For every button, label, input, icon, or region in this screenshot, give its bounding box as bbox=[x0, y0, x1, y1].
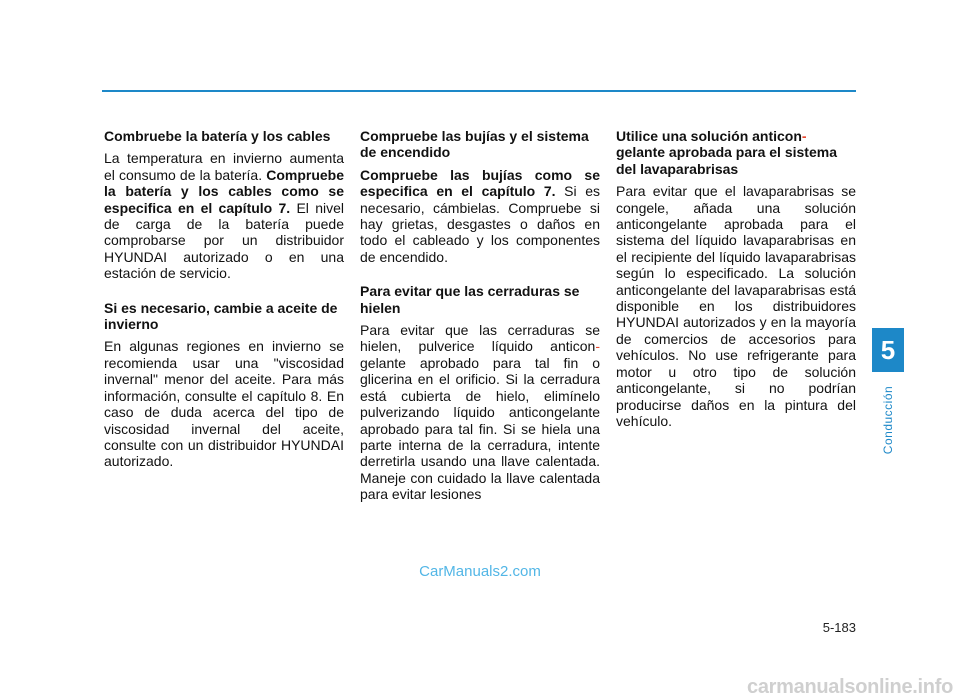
chapter-name-label bbox=[871, 380, 905, 460]
battery-bold-instruction: Compruebe la batería y los cables como se especifica en el capítulo 7. bbox=[104, 166, 344, 216]
locks-text-b: gelante aprobado para tal fin o glicerina en el orificio. Si la cerradura está cubierta de hielo, elimínelo pulverizando líquido anticongelante aprobado para tal fin. Si se hiela una parte interna de la cerradura, intente derretirla usando una llave calentada. Maneje con cuidado la llave calentada para evitar lesiones bbox=[360, 354, 600, 503]
sparkplugs-bold-instruction: Compruebe las bujías como se especifica en el capítulo 7. bbox=[360, 166, 600, 200]
page-number: 5-183 bbox=[822, 620, 856, 635]
column-middle bbox=[360, 128, 600, 503]
footer-site-logo: carmanualsonline.info bbox=[747, 676, 953, 698]
chapter-name-text: Conducción bbox=[881, 385, 895, 455]
sparkplugs-heading: Compruebe las bujías y el sistema de encendido bbox=[360, 128, 589, 161]
locks-heading: Para evitar que las cerraduras se hielen bbox=[360, 283, 580, 316]
battery-rest: El nivel de carga de la batería puede comprobarse por un distribuidor HYUNDAI autorizado o en una estación de servicio. bbox=[104, 199, 344, 282]
oil-heading: Si es necesario, cambie a aceite de invierno bbox=[104, 299, 338, 333]
column-left bbox=[104, 128, 344, 470]
locks-text-a: Para evitar que las cerraduras se hielen, pulverice líquido anticon bbox=[360, 322, 600, 355]
oil-paragraph: En algunas regiones en invierno se recomienda usar una "viscosidad invernal" menor del aceite. Para más información, consulte el capítulo 8. En caso de duda acerca del tipo de viscosidad invernal del aceite, consulte con un distribuidor HYUNDAI autorizado. bbox=[104, 338, 344, 470]
battery-heading: Combruebe la batería y los cables bbox=[104, 128, 331, 144]
washer-title-a: Utilice una solución anticon bbox=[616, 128, 802, 144]
watermark-link[interactable]: CarManuals2.com bbox=[419, 563, 541, 580]
washer-title-b: gelante aprobada para el sistema del lavaparabrisas bbox=[616, 144, 837, 177]
locks-paragraph bbox=[360, 322, 600, 502]
column-right bbox=[616, 128, 856, 429]
washer-heading bbox=[616, 128, 856, 177]
sparkplugs-rest: Si es necesario, cámbielas. Compruebe si hay grietas, desgastes o daños en todo el cableado y los componentes de encendido. bbox=[360, 183, 601, 265]
sparkplugs-paragraph bbox=[360, 167, 600, 265]
battery-paragraph bbox=[104, 150, 344, 281]
washer-hyphen: - bbox=[801, 128, 807, 144]
locks-hyphen: - bbox=[595, 338, 600, 355]
battery-lead: La temperatura en invierno aumenta el consumo de la batería. bbox=[104, 150, 344, 183]
washer-paragraph: Para evitar que el lavaparabrisas se congele, añada una solución anticongelante aprobada para el sistema del líquido lavaparabrisas en el recipiente del líquido lavaparabrisas según lo especificado. La solución anticongelante del lavaparabrisas está disponible en los distribuidores HYUNDAI autorizados y en la mayoría de comercios de accesorios para vehículos. No use refrigerante para motor u otro tipo de solución anticongelante, si no podrían producirse daños en la pintura del vehículo. bbox=[616, 183, 856, 429]
chapter-number-tab: 5 bbox=[872, 328, 904, 372]
top-rule bbox=[102, 90, 856, 92]
